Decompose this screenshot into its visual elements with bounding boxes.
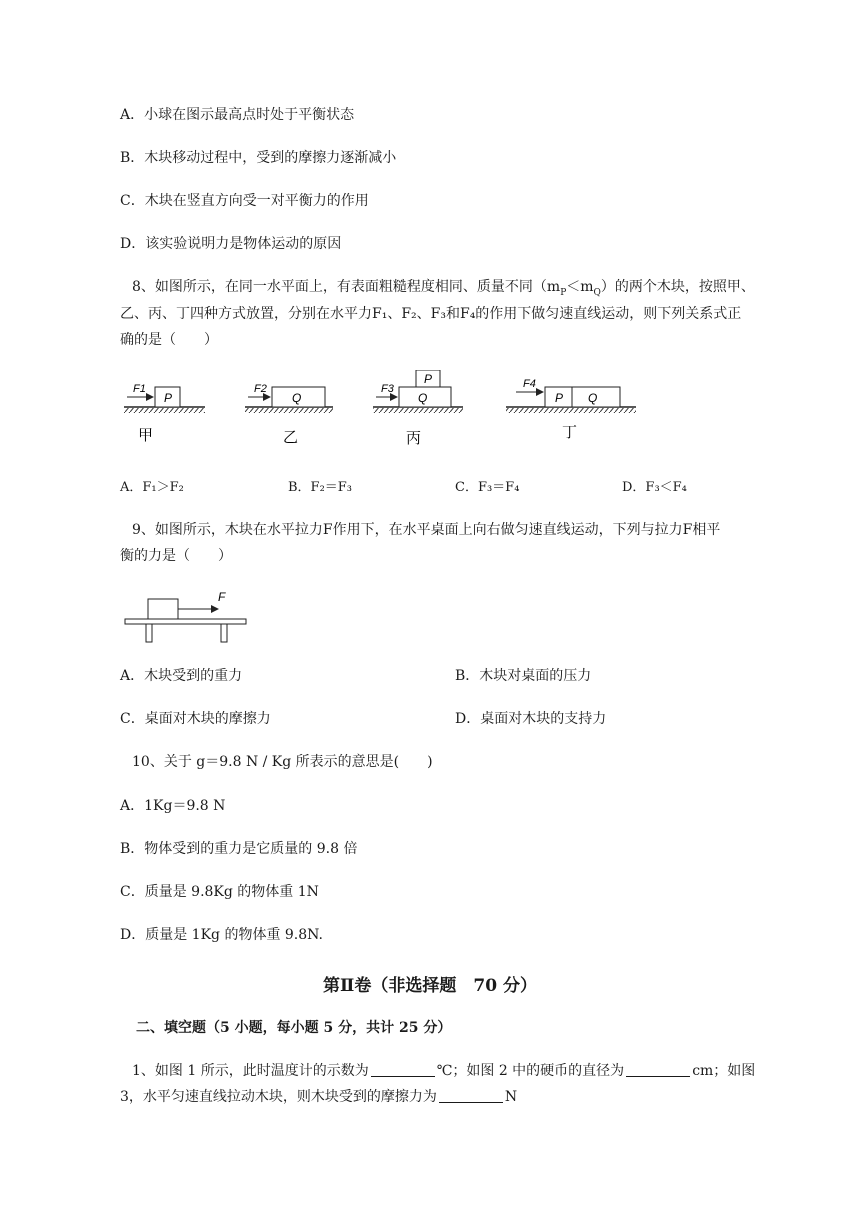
- fill1-text-3: cm；如图: [692, 1063, 756, 1079]
- q8-stem-line1: [132, 277, 755, 303]
- q10-stem: 10、关于 g＝9.8 N / Kg 所表示的意思是( ): [132, 754, 433, 770]
- fill1-text-1: 1、如图 1 所示，此时温度计的示数为: [132, 1063, 369, 1079]
- section-subtitle: 二、填空题（5 小题，每小题 5 分，共计 25 分）: [136, 1020, 452, 1036]
- force-f-label: F: [218, 590, 226, 604]
- q7-option-a: A．小球在图示最高点时处于平衡状态: [120, 107, 355, 123]
- fill1-text-2: ℃；如图 2 中的硬币的直径为: [436, 1063, 625, 1079]
- block-q-label: Q: [292, 391, 302, 405]
- figure-yi: [245, 383, 333, 446]
- q8-text-a: 8、如图所示，在同一水平面上，有表面粗糙程度相同、质量不同（m: [132, 279, 561, 295]
- figure-jia: [124, 383, 205, 444]
- q9-option-a: A．木块受到的重力: [120, 668, 243, 684]
- q9-figure: [0, 585, 860, 645]
- block-p-label: P: [424, 372, 433, 386]
- q9-option-b: B．木块对桌面的压力: [455, 668, 592, 684]
- figure-caption: 丙: [406, 430, 422, 447]
- q10-option-c: C．质量是 9.8Kg 的物体重 1N: [120, 884, 319, 900]
- q8-figure: [0, 370, 860, 470]
- figure-bing: [373, 370, 463, 447]
- fill1-text-5: N: [504, 1089, 518, 1105]
- force-label: F1: [133, 383, 146, 395]
- q8-option-d: D．F₃＜F₄: [622, 480, 687, 495]
- figure-caption: 丁: [562, 424, 578, 441]
- q8-stem-line2: 乙、丙、丁四种方式放置，分别在水平力F₁、F₂、F₃和F₄的作用下做匀速直线运动，则下列关系式正: [120, 306, 742, 322]
- block-p-label: P: [164, 391, 173, 405]
- q8-sub-p: P: [560, 287, 567, 298]
- fill1-line2: [120, 1087, 517, 1107]
- force-label: F4: [523, 378, 536, 390]
- q9-stem-line1: 9、如图所示，木块在水平拉力F作用下，在水平桌面上向右做匀速直线运动，下列与拉力F相平: [132, 522, 721, 538]
- q8-sub-q: Q: [593, 287, 601, 298]
- block-q-label: Q: [418, 391, 428, 405]
- q8-option-a: A．F₁＞F₂: [120, 480, 184, 495]
- q8-option-c: C．F₃＝F₄: [455, 480, 520, 495]
- q7-option-d: D．该实验说明力是物体运动的原因: [120, 236, 342, 252]
- section-title: 第Ⅱ卷（非选择题 70 分）: [323, 976, 537, 996]
- q8-option-b: B．F₂＝F₃: [288, 480, 353, 495]
- fill1-text-4: 3，水平匀速直线拉动木块，则木块受到的摩擦力为: [120, 1089, 437, 1105]
- force-label: F3: [381, 383, 394, 395]
- answer-blank[interactable]: [439, 1088, 503, 1103]
- fill1-line1: [132, 1061, 755, 1081]
- q10-option-a: A．1Kg＝9.8 N: [120, 798, 226, 814]
- q8-text-b: ＜m: [566, 279, 594, 295]
- figure-caption: 乙: [283, 429, 299, 446]
- block-p-label: P: [555, 391, 564, 405]
- figure-caption: 甲: [138, 427, 154, 444]
- q7-option-c: C．木块在竖直方向受一对平衡力的作用: [120, 193, 369, 209]
- q7-option-b: B．木块移动过程中，受到的摩擦力逐渐减小: [120, 150, 397, 166]
- force-label: F2: [254, 383, 267, 395]
- q9-option-c: C．桌面对木块的摩擦力: [120, 711, 271, 727]
- q10-option-d: D．质量是 1Kg 的物体重 9.8N.: [120, 927, 323, 943]
- answer-blank[interactable]: [626, 1062, 690, 1077]
- q8-text-c: ）的两个木块，按照甲、: [600, 279, 755, 295]
- figure-ding: [506, 378, 636, 441]
- block-q-label: Q: [588, 391, 598, 405]
- q8-stem-line3: 确的是（ ）: [120, 332, 218, 348]
- q9-option-d: D．桌面对木块的支持力: [455, 711, 607, 727]
- answer-blank[interactable]: [371, 1062, 435, 1077]
- q10-option-b: B．物体受到的重力是它质量的 9.8 倍: [120, 841, 358, 857]
- q9-stem-line2: 衡的力是（ ）: [120, 548, 232, 564]
